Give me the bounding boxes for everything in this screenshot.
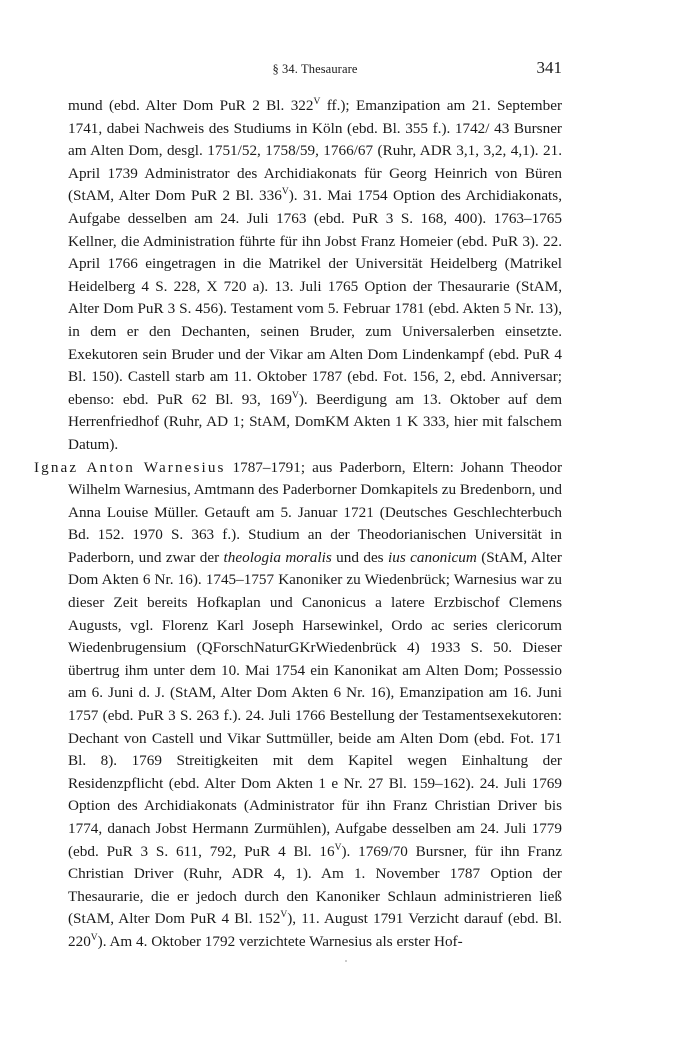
text-run: ). 31. Mai 1754 Option des Archidiakonats, Aufgabe desselben am 24. Juli 1763 (ebd. PuR 3 S. 168, 400). 1763–1765 Kellner, die Administration führte für ihn Jobst Franz Homeier (ebd. PuR 3). 22. April 1766 eingetragen in die Matrikel der Universität Heidelberg (Matrikel Heidelberg 4 S. 228, X 720 a). 13. Juli 1765 Option der Thesaurarie (StAM, Alter Dom PuR 3 S. 456). Testament vom 5. Februar 1781 (ebd. Akten 5 Nr. 13), in dem er den Dechanten, seinen Bruder, zum Universalerben einsetzte. Exekutoren sein Bruder und der Vikar am Alten Dom Lindenkampf (ebd. PuR 4 Bl. 150). Castell starb am 11. Oktober 1787 (ebd. Fot. 156, 2, ebd. Anniversar; ebenso: ebd. PuR 62 Bl. 93, 169 <box>68 187 562 408</box>
text-run: und des <box>331 548 389 566</box>
superscript-verso: V <box>90 932 98 943</box>
section-title: § 34. Thesaurare <box>272 62 358 76</box>
text-run: mund (ebd. Alter Dom PuR 2 Bl. 322 <box>68 97 314 114</box>
text-run: ). 1769/70 Bursner, für ihn Franz Christian Driver (Ruhr, ADR 4, 1). Am 1. November 1787 Option der Thesaurarie, die er jedoch durch den Kanoniker Schlaun administrieren ließ (StAM, Alter Dom PuR 4 Bl. 152 <box>68 842 562 928</box>
superscript-verso: V <box>291 390 299 401</box>
superscript-verso: V <box>313 97 321 107</box>
speck-mark <box>345 960 347 962</box>
italic-term: theologia moralis <box>223 548 332 566</box>
text-run: (StAM, Alter Dom Akten 6 Nr. 16). 1745–1757 Kanoniker zu Wiedenbrück; Warnesius war zu dieser Zeit bereits Hofkaplan und Canonicus a latere Erzbischof Clemens Augusts, vgl. Florenz Karl Joseph Harsewinkel, Ordo ac series clericorum Wiedenbrugensium (QForschNaturGKrWiedenbrück 4) 1933 S. 50. Dieser übertrug ihm unter dem 10. Mai 1754 ein Kanonikat am Alten Dom; Possessio am 6. Juni d. J. (StAM, Alter Dom Akten 6 Nr. 16), Emanzipation am 16. Juni 1757 (ebd. PuR 3 S. 263 f.). 24. Juli 1766 Bestellung der Testamentsexekutoren: Dechant von Castell und Vikar Suttmüller, beide am Alten Dom (ebd. Fot. 171 Bl. 8). 1769 Streitigkeiten mit dem Kapitel wegen Einhaltung der Residenzpflicht (ebd. Alter Dom Akten 1 e Nr. 27 Bl. 159–162). 24. Juli 1769 Option des Archidiakonats (Administrator für ihn Franz Christian Driver bis 1774, danach Jobst Hermann Zurmühlen), Aufgabe desselben am 24. Juli 1779 (ebd. PuR 3 S. 611, 792, PuR 4 Bl. 16 <box>68 548 562 860</box>
text-run: ). Am 4. Oktober 1792 verzichtete Warnesius als erster Hof- <box>97 932 463 950</box>
text-run: ). Beerdigung am 13. Oktober auf dem Herrenfriedhof (Ruhr, AD 1; StAM, DomKM Akten 1 K 333, hier mit falschem Datum). <box>68 390 563 453</box>
paragraph-entry-warnesius <box>34 457 562 954</box>
italic-term: ius canonicum <box>388 548 477 566</box>
page-body <box>34 95 563 954</box>
text-run: 1787–1791; aus Paderborn, Eltern: Johann Theodor Wilhelm Warnesius, Amtmann des Paderborner Domkapitels zu Bredenborn, und Anna Louise Müller. Getauft am 5. Januar 1721 (Deutsches Geschlechterbuch Bd. 152. 1970 S. 363 f.). Studium an der Theodorianischen Universität in Paderborn, und zwar der <box>68 458 562 566</box>
running-header <box>68 58 562 82</box>
text-run: ff.); Emanzipation am 21. September 1741, dabei Nachweis des Studiums in Köln (ebd. Bl. 355 f.). 1742/ 43 Bursner am Alten Dom, desgl. 1751/52, 1758/59, 1766/67 (Ruhr, ADR 3,1, 3,2, 4,1). 21. April 1739 Administrator des Archidiakonats für Georg Heinrich von Büren (StAM, Alter Dom PuR 2 Bl. 336 <box>68 97 563 205</box>
superscript-verso: V <box>281 187 289 198</box>
paragraph-continuation <box>68 95 562 457</box>
page-number: 341 <box>536 58 562 77</box>
superscript-verso: V <box>334 842 342 853</box>
person-name: Ignaz Anton Warnesius <box>34 458 226 476</box>
superscript-verso: V <box>280 910 288 921</box>
text-run: ), 11. August 1791 Verzicht darauf (ebd. Bl. 220 <box>68 910 562 950</box>
